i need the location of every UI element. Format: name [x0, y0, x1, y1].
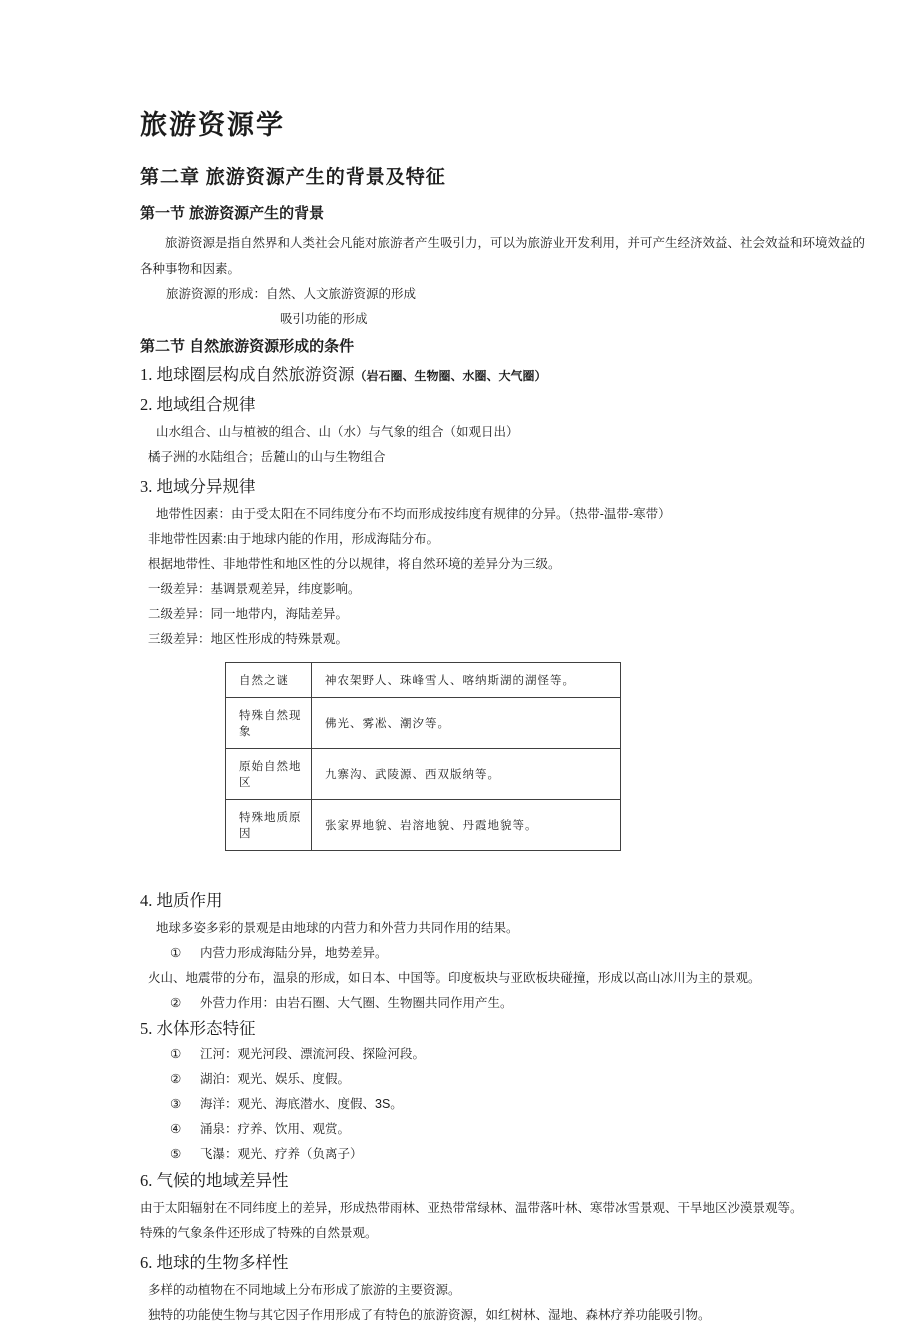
- section2-heading: 第二节 自然旅游资源形成的条件: [140, 338, 355, 355]
- doc-title: 旅游资源学: [140, 110, 285, 140]
- biodiversity-line-1: 多样的动植物在不同地域上分布形成了旅游的主要资源。: [148, 1283, 461, 1297]
- section1-heading: 第一节 旅游资源产生的背景: [140, 205, 325, 222]
- formation-line-2: 吸引功能的形成: [280, 312, 368, 326]
- water-item-lake-text: 湖泊：观光、娱乐、度假。: [200, 1072, 351, 1086]
- item-1-title: 1. 地球圈层构成自然旅游资源: [140, 365, 355, 384]
- geology-point-1-text: 内营力形成海陆分异，地势差异。: [200, 946, 388, 960]
- climate-line-1: 由于太阳辐射在不同纬度上的差异，形成热带雨林、亚热带常绿林、温带落叶林、寒带冰雪景观、干旱地区沙漠景观等。: [140, 1201, 803, 1215]
- geology-point-2: [170, 991, 872, 1016]
- row-value: 神农架野人、珠峰雪人、喀纳斯湖的湖怪等。: [312, 663, 621, 698]
- three-level-line: 根据地带性、非地带性和地区性的分以规律，将自然环境的差异分为三级。: [148, 557, 561, 571]
- circled-1-marker: ①: [170, 946, 182, 960]
- combination-line-2: 橘子洲的水陆组合；岳麓山的山与生物组合: [148, 450, 386, 464]
- circled-3-marker: ③: [170, 1097, 182, 1111]
- climate-line-2: 特殊的气象条件还形成了特殊的自然景观。: [140, 1226, 378, 1240]
- volcano-line: 火山、地震带的分布，温泉的形成，如日本、中国等。印度板块与亚欧板块碰撞，形成以高山冰川为主的景观。: [148, 971, 761, 985]
- intro-paragraph: 旅游资源是指自然界和人类社会凡能对旅游者产生吸引力，可以为旅游业开发利用，并可产生经济效益、社会效益和环境效益的各种事物和因素。: [140, 236, 866, 276]
- combination-line-1: 山水组合、山与植被的组合、山（水）与气象的组合（如观日出）: [156, 425, 519, 439]
- row-label: 自然之谜: [226, 663, 312, 698]
- water-item-waterfall-text: 飞瀑：观光、疗养（负离子）: [200, 1147, 363, 1161]
- water-item-waterfall: [170, 1142, 872, 1167]
- row-label: 原始自然地区: [226, 749, 312, 800]
- water-item-spring: [170, 1117, 872, 1142]
- level2-line: 二级差异：同一地带内，海陆差异。: [148, 607, 349, 621]
- nonzonal-factor-line: 非地带性因素:由于地球内能的作用，形成海陆分布。: [148, 532, 439, 546]
- row-value: 张家界地貌、岩溶地貌、丹霞地貌等。: [312, 800, 621, 851]
- item-6a-heading: 6. 气候的地域差异性: [140, 1171, 289, 1190]
- geology-point-2-text: 外营力作用：由岩石圈、大气圈、生物圈共同作用产生。: [200, 996, 513, 1010]
- water-item-river-text: 江河：观光河段、漂流河段、探险河段。: [200, 1047, 426, 1061]
- circled-1-marker: ①: [170, 1047, 182, 1061]
- item-1-note: （岩石圈、生物圈、水圈、大气圈）: [354, 369, 547, 383]
- row-label: 特殊地质原因: [226, 800, 312, 851]
- special-landscape-table: [225, 662, 621, 851]
- water-item-river: [170, 1042, 872, 1067]
- item-4-heading: 4. 地质作用: [140, 891, 223, 910]
- item-6b-heading: 6. 地球的生物多样性: [140, 1253, 289, 1272]
- row-value: 佛光、雾凇、潮汐等。: [312, 698, 621, 749]
- geology-point-1: [170, 941, 872, 966]
- item-2-heading: 2. 地域组合规律: [140, 395, 256, 414]
- zonal-factor-line: 地带性因素：由于受太阳在不同纬度分布不均而形成按纬度有规律的分异。（热带-温带-寒带）: [156, 507, 671, 521]
- item-5-heading: 5. 水体形态特征: [140, 1019, 256, 1038]
- water-item-ocean-text: 海洋：观光、海底潜水、度假、3S。: [200, 1097, 403, 1111]
- water-item-spring-text: 涌泉：疗养、饮用、观赏。: [200, 1122, 351, 1136]
- table-row: [226, 800, 621, 851]
- biodiversity-line-2: 独特的功能使生物与其它因子作用形成了有特色的旅游资源，如红树林、湿地、森林疗养功能吸引物。: [148, 1308, 711, 1322]
- table-row: [226, 698, 621, 749]
- level1-line: 一级差异：基调景观差异，纬度影响。: [148, 582, 361, 596]
- circled-5-marker: ⑤: [170, 1147, 182, 1161]
- row-value: 九寨沟、武陵源、西双版纳等。: [312, 749, 621, 800]
- level3-line: 三级差异：地区性形成的特殊景观。: [148, 632, 349, 646]
- water-item-lake: [170, 1067, 872, 1092]
- circled-4-marker: ④: [170, 1122, 182, 1136]
- water-item-ocean: [170, 1092, 872, 1117]
- item-3-heading: 3. 地域分异规律: [140, 477, 256, 496]
- water-feature-list: [140, 1042, 872, 1167]
- chapter-heading: 第二章 旅游资源产生的背景及特征: [140, 167, 446, 188]
- circled-2-marker: ②: [170, 996, 182, 1010]
- table-row: [226, 749, 621, 800]
- formation-line-1: 旅游资源的形成：自然、人文旅游资源的形成: [166, 287, 417, 301]
- geology-intro-line: 地球多姿多彩的景观是由地球的内营力和外营力共同作用的结果。: [156, 921, 519, 935]
- row-label: 特殊自然现象: [226, 698, 312, 749]
- circled-2-marker: ②: [170, 1072, 182, 1086]
- item-1-heading: [140, 363, 872, 388]
- table-row: [226, 663, 621, 698]
